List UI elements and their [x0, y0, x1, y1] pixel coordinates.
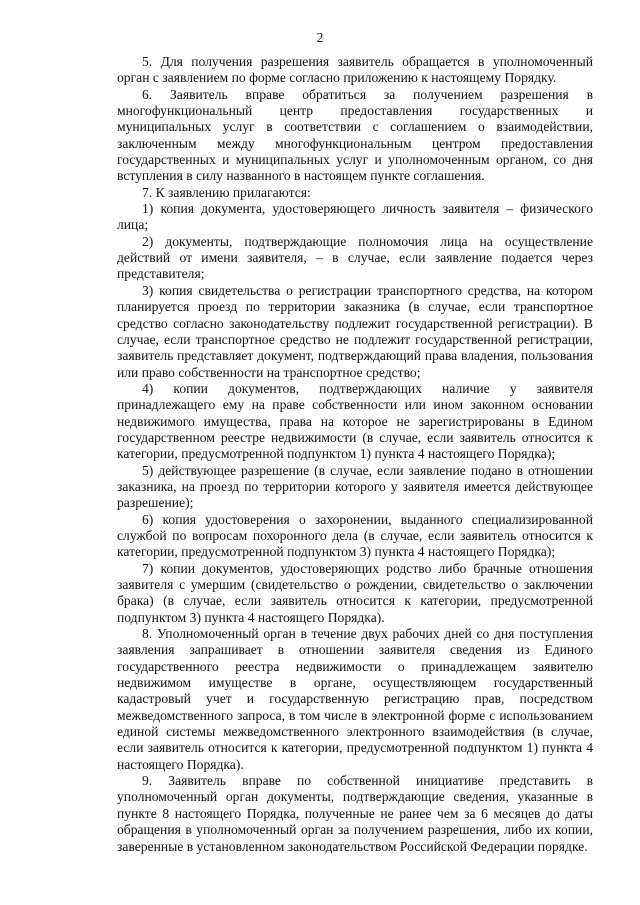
- list-item-7-1: 1) копия документа, удостоверяющего личность заявителя – физического лица;: [117, 201, 593, 233]
- paragraph-8: 8. Уполномоченный орган в течение двух рабочих дней со дня поступления заявления запрашивает в отношении заявителя сведения из Единого государственного реестра недвижимости о принадлежащем заявителю недвижимом имуществе в органе, осуществляющем государственный кадастровый учет и государственную регистрацию прав, посредством межведомственного запроса, в том числе в электронной форме с использованием единой системы межведомственного электронного взаимодействия (в случае, если заявитель относится к категории, предусмотренной подпунктом 1) пункта 4 настоящего Порядка).: [117, 626, 593, 772]
- list-item-7-7: 7) копии документов, удостоверяющих родство либо брачные отношения заявителя с умершим (свидетельство о рождении, свидетельство о заключении брака) (в случае, если заявитель относится к категории, предусмотренной подпунктом 3) пункта 4 настоящего Порядка).: [117, 560, 593, 625]
- paragraph-5: 5. Для получения разрешения заявитель обращается в уполномоченный орган с заявлением по форме согласно приложению к настоящему Порядку.: [117, 54, 593, 86]
- page-number: 2: [316, 30, 324, 45]
- list-item-7-6: 6) копия удостоверения о захоронении, выданного специализированной службой по вопросам похоронного дела (в случае, если заявитель относится к категории, предусмотренной подпунктом 3) пункта 4 настоящего Порядка);: [117, 511, 593, 560]
- document-body: [117, 54, 593, 855]
- list-item-7-2: 2) документы, подтверждающие полномочия лица на осуществление действий от имени заявителя, – в случае, если заявление подается через представителя;: [117, 233, 593, 282]
- paragraph-9: 9. Заявитель вправе по собственной инициативе представить в уполномоченный орган документы, подтверждающие сведения, указанные в пункте 8 настоящего Порядка, полученные не ранее чем за 6 месяцев до даты обращения в уполномоченный орган за получением разрешения, либо их копии, заверенные в установленном законодательством Российской Федерации порядке.: [117, 773, 593, 854]
- list-item-7-4: 4) копии документов, подтверждающих наличие у заявителя принадлежащего ему на праве собственности или ином законном основании недвижимого имущества, права на которое не зарегистрированы в Едином государственном реестре недвижимости (в случае, если заявитель относится к категории, предусмотренной подпунктом 1) пункта 4 настоящего Порядка);: [117, 380, 593, 462]
- paragraph-6: 6. Заявитель вправе обратиться за получением разрешения в многофункциональный центр предоставления государственных и муниципальных услуг в соответствии с соглашением о взаимодействии, заключенным между многофункциональным центром предоставления государственных и муниципальных услуг и уполномоченным органом, со дня вступления в силу названного в настоящем пункте соглашения.: [117, 86, 593, 184]
- list-item-7-3: 3) копия свидетельства о регистрации транспортного средства, на котором планируется проезд по территории заказника (в случае, если транспортное средство согласно законодательству подлежит государственной регистрации). В случае, если транспортное средство не подлежит государственной регистрации, заявитель представляет документ, подтверждающий права владения, пользования или право собственности на транспортное средство;: [117, 282, 593, 380]
- paragraph-7: 7. К заявлению прилагаются:: [142, 184, 311, 200]
- list-item-7-5: 5) действующее разрешение (в случае, если заявление подано в отношении заказника, на проезд по территории которого у заявителя имеется действующее разрешение);: [117, 462, 593, 511]
